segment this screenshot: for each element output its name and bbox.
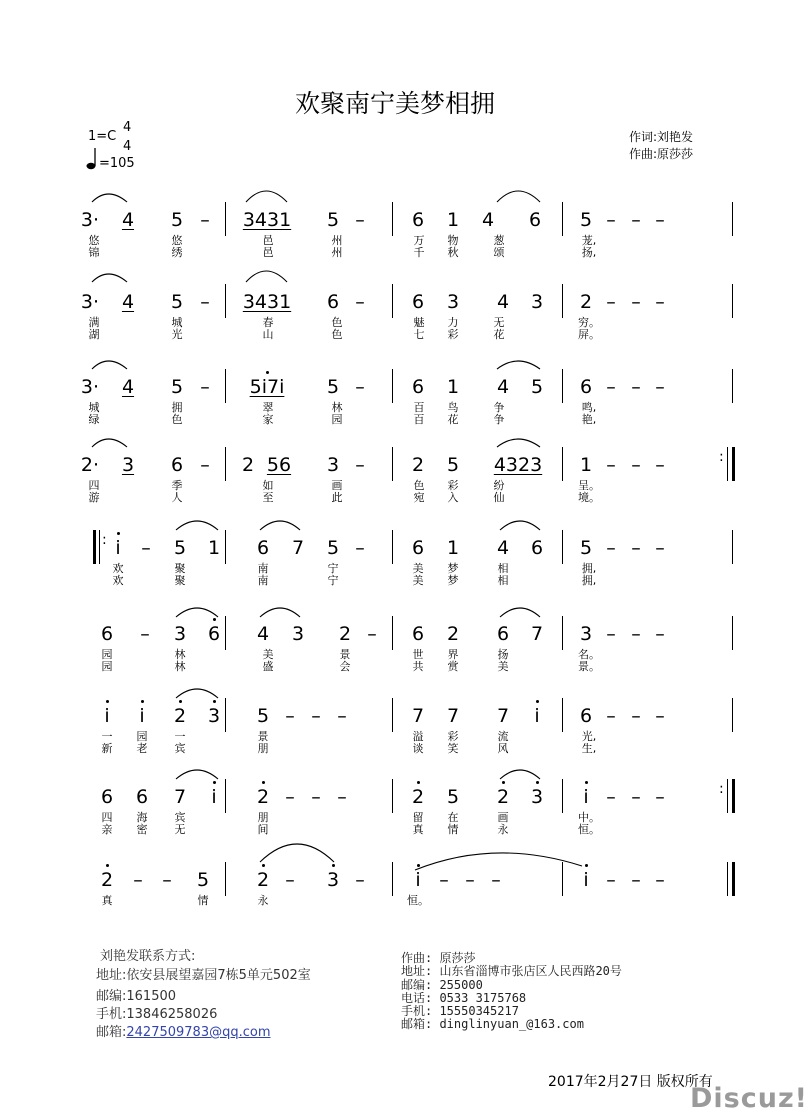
lyric-line-2: 山 bbox=[262, 328, 274, 341]
contact-right-address: 地址: 山东省淄博市张店区人民西路20号 bbox=[401, 964, 622, 978]
note-text: – bbox=[631, 705, 641, 727]
note-text: 3 bbox=[121, 454, 135, 476]
note-text: – bbox=[655, 786, 665, 808]
lyric-line-1: 城 bbox=[88, 401, 100, 414]
note-text: i bbox=[534, 705, 540, 727]
lyric-line-2: 彩 bbox=[447, 328, 459, 341]
lyric-line-2: 游 bbox=[88, 491, 100, 504]
note-text: 7 bbox=[291, 537, 305, 559]
lyric-line-2: 至 bbox=[262, 491, 274, 504]
lyric-line-2: 林 bbox=[174, 660, 186, 673]
lyric-line-2: 色 bbox=[331, 328, 343, 341]
lyric-line-2: 景。 bbox=[578, 660, 600, 673]
lyricist-credit: 作词:刘艳发 bbox=[629, 130, 694, 144]
note-text: 6 bbox=[326, 291, 340, 313]
lyric-line-1: 扬 bbox=[497, 648, 509, 661]
note-text: 6 bbox=[100, 623, 114, 645]
lyric-line-2: 园 bbox=[101, 660, 113, 673]
note-text: – bbox=[133, 869, 143, 891]
lyric-line-2: 花 bbox=[447, 413, 459, 426]
lyric-line-2: 拥, bbox=[581, 574, 597, 587]
note-text: 2 bbox=[496, 786, 510, 808]
note-text: 5 bbox=[256, 705, 270, 727]
note-text: 6 bbox=[528, 209, 542, 231]
note-text: 6 bbox=[207, 623, 221, 645]
date-copyright: 2017年2月27日 版权所有 bbox=[548, 1074, 713, 1090]
contact-right-email: 邮箱: dinglinyuan_@163.com bbox=[401, 1017, 584, 1031]
lyric-line-1: 情 bbox=[197, 894, 209, 907]
lyric-line-1: 季 bbox=[171, 479, 183, 492]
lyric-line-2: 恒。 bbox=[578, 823, 600, 836]
note-text: 5 bbox=[326, 537, 340, 559]
lyric-line-2: 花 bbox=[493, 328, 505, 341]
note-text: 2 bbox=[256, 786, 270, 808]
note-text: 2 bbox=[411, 454, 425, 476]
note-text: i bbox=[415, 869, 421, 891]
note-text: 7 bbox=[496, 705, 510, 727]
note-text: – bbox=[655, 705, 665, 727]
lyric-line-2: 宛 bbox=[413, 491, 425, 504]
note-text: 2 bbox=[256, 869, 270, 891]
note-text: – bbox=[655, 291, 665, 313]
note-text: 7 bbox=[446, 705, 460, 727]
lyric-line-1: 相 bbox=[497, 562, 509, 575]
note-text: 4 bbox=[256, 623, 270, 645]
note-text: – bbox=[200, 376, 210, 398]
lyric-line-1: 林 bbox=[331, 401, 343, 414]
note-text: 5 bbox=[530, 376, 544, 398]
note-text: – bbox=[606, 291, 616, 313]
lyric-line-2: 赏 bbox=[447, 660, 459, 673]
lyric-line-2: 新 bbox=[101, 742, 113, 755]
note-text: – bbox=[337, 705, 347, 727]
contact-left-address: 地址:依安县展望嘉园7栋5单元502室 bbox=[96, 968, 311, 983]
lyric-line-2: 朋 bbox=[257, 742, 269, 755]
note-text: 6 bbox=[579, 705, 593, 727]
note-text: 6 bbox=[411, 209, 425, 231]
note-text: – bbox=[355, 537, 365, 559]
lyric-line-1: 魅 bbox=[413, 316, 425, 329]
lyric-line-2: 南 bbox=[257, 574, 269, 587]
lyric-line-2: 盛 bbox=[262, 660, 274, 673]
note-text: – bbox=[606, 454, 616, 476]
contact-right-phone: 电话: 0533 3175768 bbox=[401, 991, 527, 1005]
note-text: – bbox=[655, 454, 665, 476]
lyric-line-2: 七 bbox=[413, 328, 425, 341]
lyric-line-1: 宾 bbox=[174, 811, 186, 824]
lyric-line-1: 四 bbox=[88, 479, 100, 492]
note-text: – bbox=[285, 705, 295, 727]
note-text: – bbox=[631, 291, 641, 313]
lyric-line-1: 一 bbox=[174, 730, 186, 743]
note-text: – bbox=[465, 869, 475, 891]
note-text: 5 bbox=[446, 454, 460, 476]
note-text: 3431 bbox=[242, 209, 292, 231]
lyric-line-2: 间 bbox=[257, 823, 269, 836]
lyric-line-2: 入 bbox=[447, 491, 459, 504]
lyric-line-1: 画 bbox=[497, 811, 509, 824]
composer-credit: 作曲:原莎莎 bbox=[629, 147, 694, 161]
lyric-line-1: 茏, bbox=[581, 234, 597, 247]
lyric-line-2: 湖 bbox=[88, 328, 100, 341]
lyric-line-1: 鸣, bbox=[581, 401, 597, 414]
lyric-line-2: 此 bbox=[331, 491, 343, 504]
lyric-line-2: 境。 bbox=[578, 491, 600, 504]
note-text: 6 bbox=[100, 786, 114, 808]
note-text: – bbox=[606, 537, 616, 559]
lyric-line-1: 色 bbox=[413, 479, 425, 492]
note-text: 5 bbox=[196, 869, 210, 891]
note-text: 2· bbox=[80, 454, 100, 476]
note-text: – bbox=[367, 623, 377, 645]
note-text: 3· bbox=[80, 209, 100, 231]
lyric-line-1: 无 bbox=[493, 316, 505, 329]
time-signature-top: 4 bbox=[123, 120, 132, 135]
note-text: – bbox=[631, 537, 641, 559]
note-text: 7 bbox=[530, 623, 544, 645]
note-text: 1 bbox=[446, 537, 460, 559]
lyric-line-1: 百 bbox=[413, 401, 425, 414]
note-text: 4 bbox=[496, 291, 510, 313]
repeat-dots: : bbox=[719, 781, 724, 797]
lyric-line-2: 园 bbox=[331, 413, 343, 426]
note-text: – bbox=[311, 705, 321, 727]
contact-right-composer: 作曲: 原莎莎 bbox=[401, 951, 476, 965]
contact-left-heading: 刘艳发联系方式: bbox=[100, 949, 196, 964]
note-text: 5 bbox=[579, 209, 593, 231]
note-text: 5 bbox=[173, 537, 187, 559]
lyric-line-1: 林 bbox=[174, 648, 186, 661]
note-text: 3 bbox=[173, 623, 187, 645]
lyric-line-2: 人 bbox=[171, 491, 183, 504]
note-text: i bbox=[211, 786, 217, 808]
lyric-line-1: 在 bbox=[447, 811, 459, 824]
note-text: – bbox=[606, 786, 616, 808]
note-text: 4 bbox=[121, 291, 135, 313]
time-signature-bottom: 4 bbox=[123, 139, 132, 154]
note-text: – bbox=[491, 869, 501, 891]
contact-left-postcode: 邮编:161500 bbox=[96, 989, 177, 1004]
note-text: – bbox=[606, 209, 616, 231]
lyric-line-2: 秋 bbox=[447, 246, 459, 259]
lyric-line-1: 悠 bbox=[88, 234, 100, 247]
note-text: 3 bbox=[579, 623, 593, 645]
contact-right-postcode: 邮编: 255000 bbox=[401, 978, 483, 992]
note-text: 6 bbox=[411, 537, 425, 559]
lyric-line-2: 绣 bbox=[171, 246, 183, 259]
note-text: – bbox=[200, 454, 210, 476]
note-text: – bbox=[162, 869, 172, 891]
note-text: – bbox=[655, 537, 665, 559]
note-text: – bbox=[631, 786, 641, 808]
lyric-line-1: 城 bbox=[171, 316, 183, 329]
lyric-line-1: 彩 bbox=[447, 730, 459, 743]
song-title: 欢聚南宁美梦相拥 bbox=[294, 89, 495, 118]
lyric-line-1: 梦 bbox=[447, 562, 459, 575]
note-text: – bbox=[285, 869, 295, 891]
note-text: – bbox=[355, 291, 365, 313]
note-text: – bbox=[355, 209, 365, 231]
lyric-line-1: 悠 bbox=[171, 234, 183, 247]
lyric-line-1: 溢 bbox=[412, 730, 424, 743]
note-text: 2 bbox=[446, 623, 460, 645]
note-text: 3· bbox=[80, 376, 100, 398]
lyric-line-2: 情 bbox=[447, 823, 459, 836]
note-text: – bbox=[439, 869, 449, 891]
lyric-line-1: 纷 bbox=[493, 479, 505, 492]
note-text: 1 bbox=[579, 454, 593, 476]
lyric-line-1: 流 bbox=[497, 730, 509, 743]
note-text: – bbox=[606, 623, 616, 645]
note-text: 1 bbox=[446, 376, 460, 398]
lyric-line-2: 风 bbox=[497, 742, 509, 755]
note-text: i bbox=[104, 705, 110, 727]
lyric-line-1: 力 bbox=[447, 316, 459, 329]
lyric-line-1: 园 bbox=[101, 648, 113, 661]
note-text: – bbox=[355, 869, 365, 891]
lyric-line-2: 扬, bbox=[581, 246, 597, 259]
lyric-line-1: 美 bbox=[412, 562, 424, 575]
note-text: 5 bbox=[170, 291, 184, 313]
note-text: – bbox=[631, 209, 641, 231]
note-text: 7 bbox=[411, 705, 425, 727]
note-text: 3· bbox=[80, 291, 100, 313]
lyric-line-1: 穷。 bbox=[578, 316, 600, 329]
lyric-line-1: 世 bbox=[412, 648, 424, 661]
note-text: 5i7i bbox=[249, 376, 285, 398]
note-text: 5 bbox=[326, 209, 340, 231]
lyric-line-2: 千 bbox=[413, 246, 425, 259]
lyric-line-2: 争 bbox=[493, 413, 505, 426]
lyric-line-1: 南 bbox=[257, 562, 269, 575]
note-text: 3431 bbox=[242, 291, 292, 313]
note-text: – bbox=[631, 623, 641, 645]
lyric-line-1: 光, bbox=[581, 730, 597, 743]
lyric-line-2: 仙 bbox=[493, 491, 505, 504]
note-text: – bbox=[355, 376, 365, 398]
lyric-line-2: 宾 bbox=[174, 742, 186, 755]
note-text: – bbox=[606, 705, 616, 727]
note-text: 2 bbox=[173, 705, 187, 727]
lyric-line-1: 色 bbox=[331, 316, 343, 329]
lyric-line-2: 色 bbox=[171, 413, 183, 426]
note-text: – bbox=[200, 291, 210, 313]
lyric-line-2: 美 bbox=[412, 574, 424, 587]
note-text: i bbox=[115, 537, 121, 559]
note-text: – bbox=[631, 376, 641, 398]
lyric-line-2: 老 bbox=[136, 742, 148, 755]
lyric-line-1: 彩 bbox=[447, 479, 459, 492]
note-text: 3 bbox=[530, 291, 544, 313]
lyric-line-2: 屏。 bbox=[578, 328, 600, 341]
lyric-line-1: 拥, bbox=[581, 562, 597, 575]
repeat-dots: : bbox=[719, 449, 724, 465]
note-text: 2 bbox=[338, 623, 352, 645]
note-text: 3 bbox=[207, 705, 221, 727]
lyric-line-1: 美 bbox=[262, 648, 274, 661]
note-text: – bbox=[337, 786, 347, 808]
note-text: 6 bbox=[170, 454, 184, 476]
note-text: 5 bbox=[326, 376, 340, 398]
lyric-line-1: 州 bbox=[331, 234, 343, 247]
note-text: – bbox=[141, 537, 151, 559]
note-text: 5 bbox=[579, 537, 593, 559]
lyric-line-2: 欢 bbox=[112, 574, 124, 587]
note-text: 5 bbox=[446, 786, 460, 808]
lyric-line-2: 谈 bbox=[412, 742, 424, 755]
note-text: 2 bbox=[100, 869, 114, 891]
repeat-dots: : bbox=[102, 532, 107, 548]
note-text: – bbox=[655, 623, 665, 645]
contact-left-email-label: 邮箱: bbox=[96, 1025, 127, 1040]
note-text: 3 bbox=[446, 291, 460, 313]
note-text: 6 bbox=[530, 537, 544, 559]
lyric-line-2: 邑 bbox=[262, 246, 274, 259]
note-text: 3 bbox=[291, 623, 305, 645]
lyric-line-1: 中。 bbox=[578, 811, 600, 824]
lyric-line-1: 满 bbox=[88, 316, 100, 329]
lyric-line-2: 会 bbox=[339, 660, 351, 673]
contact-left-mobile: 手机:13846258026 bbox=[96, 1007, 218, 1022]
lyric-line-2: 真 bbox=[412, 823, 424, 836]
note-text: 7 bbox=[173, 786, 187, 808]
note-text: 3 bbox=[326, 454, 340, 476]
note-text: 2 bbox=[241, 454, 255, 476]
note-text: – bbox=[140, 623, 150, 645]
note-text: 6 bbox=[496, 623, 510, 645]
lyric-line-1: 恒。 bbox=[407, 894, 429, 907]
lyric-line-2: 永 bbox=[497, 823, 509, 836]
lyric-line-1: 留 bbox=[412, 811, 424, 824]
note-text: – bbox=[655, 376, 665, 398]
lyric-line-1: 宁 bbox=[327, 562, 339, 575]
contact-left-email bbox=[96, 1024, 271, 1042]
lyric-line-1: 朋 bbox=[257, 811, 269, 824]
lyric-line-1: 万 bbox=[413, 234, 425, 247]
note-text: – bbox=[200, 209, 210, 231]
lyric-line-1: 葱 bbox=[493, 234, 505, 247]
note-text: – bbox=[655, 209, 665, 231]
lyric-line-2: 颂 bbox=[493, 246, 505, 259]
lyric-line-2: 锦 bbox=[88, 246, 100, 259]
note-text: 6 bbox=[411, 623, 425, 645]
lyric-line-2: 生, bbox=[581, 742, 597, 755]
lyric-line-1: 春 bbox=[262, 316, 274, 329]
lyric-line-1: 如 bbox=[262, 479, 274, 492]
note-text: 4 bbox=[496, 376, 510, 398]
note-text: – bbox=[606, 869, 616, 891]
lyric-line-1: 永 bbox=[257, 894, 269, 907]
lyric-line-2: 美 bbox=[497, 660, 509, 673]
lyric-line-2: 密 bbox=[136, 823, 148, 836]
lyric-line-1: 海 bbox=[136, 811, 148, 824]
note-text: – bbox=[655, 869, 665, 891]
lyric-line-2: 聚 bbox=[174, 574, 186, 587]
lyric-line-2: 艳, bbox=[581, 413, 597, 426]
lyric-line-2: 相 bbox=[497, 574, 509, 587]
lyric-line-1: 拥 bbox=[171, 401, 183, 414]
note-text: 1 bbox=[446, 209, 460, 231]
lyric-line-2: 光 bbox=[171, 328, 183, 341]
lyric-line-1: 界 bbox=[447, 648, 459, 661]
note-text: 2 bbox=[579, 291, 593, 313]
lyric-line-1: 鸟 bbox=[447, 401, 459, 414]
note-text: 3 bbox=[530, 786, 544, 808]
note-text: 3 bbox=[326, 869, 340, 891]
note-text: 6 bbox=[411, 376, 425, 398]
contact-right-mobile: 手机: 15550345217 bbox=[401, 1004, 519, 1018]
note-text: 5 bbox=[170, 209, 184, 231]
note-text: 6 bbox=[135, 786, 149, 808]
note-text: – bbox=[285, 786, 295, 808]
note-text: – bbox=[631, 869, 641, 891]
note-text: – bbox=[631, 454, 641, 476]
lyric-line-2: 家 bbox=[262, 413, 274, 426]
note-text: 4 bbox=[121, 376, 135, 398]
lyric-line-1: 真 bbox=[101, 894, 113, 907]
lyric-line-1: 画 bbox=[331, 479, 343, 492]
lyric-line-1: 名。 bbox=[578, 648, 600, 661]
lyric-line-2: 梦 bbox=[447, 574, 459, 587]
lyric-line-1: 物 bbox=[447, 234, 459, 247]
lyric-line-2: 百 bbox=[413, 413, 425, 426]
key-signature: 1=C bbox=[88, 129, 117, 144]
note-text: 4 bbox=[481, 209, 495, 231]
note-text: 6 bbox=[256, 537, 270, 559]
note-text: 4 bbox=[496, 537, 510, 559]
tempo-marking: =105 bbox=[99, 156, 135, 171]
lyric-line-1: 邑 bbox=[262, 234, 274, 247]
lyric-line-1: 欢 bbox=[112, 562, 124, 575]
lyric-line-2: 宁 bbox=[327, 574, 339, 587]
note-text: 6 bbox=[579, 376, 593, 398]
lyric-line-1: 景 bbox=[339, 648, 351, 661]
note-text: 2 bbox=[411, 786, 425, 808]
lyric-line-1: 争 bbox=[493, 401, 505, 414]
lyric-line-1: 翠 bbox=[262, 401, 274, 414]
discuz-watermark: Discuz! bbox=[690, 1083, 808, 1114]
lyric-line-2: 绿 bbox=[88, 413, 100, 426]
lyric-line-2: 亲 bbox=[101, 823, 113, 836]
email-link[interactable]: 2427509783@qq.com bbox=[126, 1025, 271, 1040]
lyric-line-2: 州 bbox=[331, 246, 343, 259]
lyric-line-1: 四 bbox=[101, 811, 113, 824]
lyric-line-1: 园 bbox=[136, 730, 148, 743]
lyric-line-1: 一 bbox=[101, 730, 113, 743]
lyric-line-2: 共 bbox=[412, 660, 424, 673]
lyric-line-1: 聚 bbox=[174, 562, 186, 575]
note-text: 56 bbox=[266, 454, 292, 476]
note-text: 5 bbox=[170, 376, 184, 398]
note-text: 4323 bbox=[493, 454, 543, 476]
note-text: i bbox=[139, 705, 145, 727]
note-text: – bbox=[355, 454, 365, 476]
note-text: 4 bbox=[121, 209, 135, 231]
note-text: 6 bbox=[411, 291, 425, 313]
lyric-line-1: 呈。 bbox=[578, 479, 600, 492]
note-text: – bbox=[606, 376, 616, 398]
lyric-line-2: 无 bbox=[174, 823, 186, 836]
note-text: i bbox=[583, 786, 589, 808]
lyric-line-1: 景 bbox=[257, 730, 269, 743]
note-text: 1 bbox=[207, 537, 221, 559]
lyric-line-2: 笑 bbox=[447, 742, 459, 755]
note-text: – bbox=[311, 786, 321, 808]
note-text: i bbox=[583, 869, 589, 891]
